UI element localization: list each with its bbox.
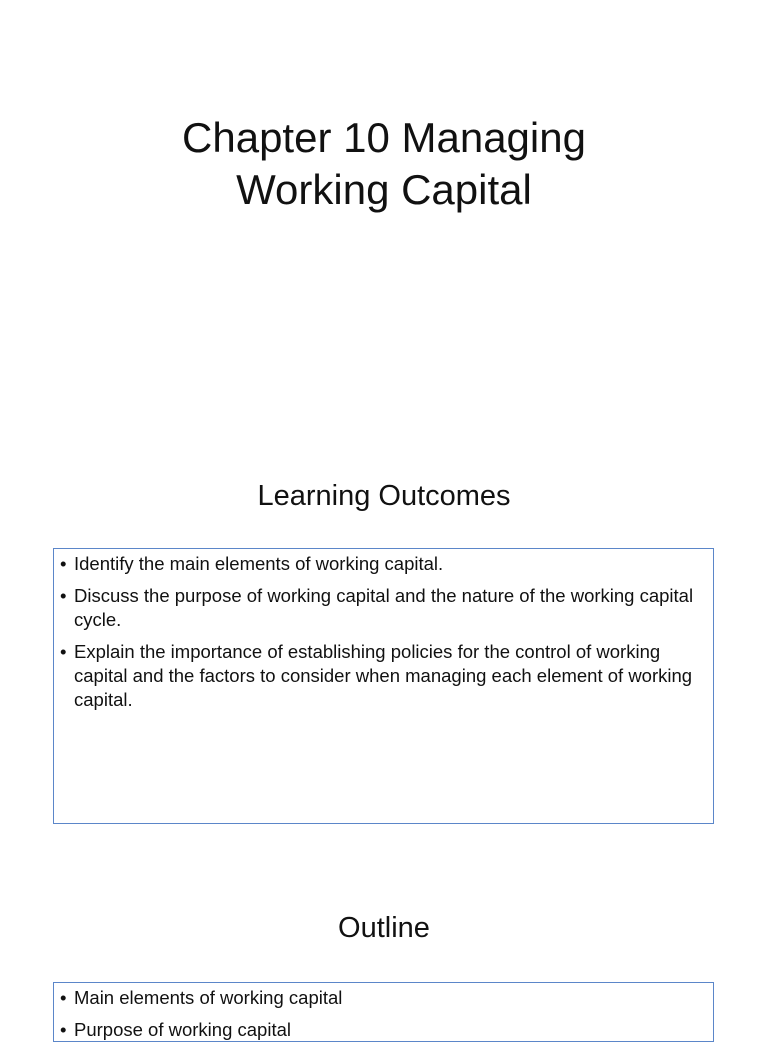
bullet-icon: • <box>60 1019 67 1040</box>
slide-title <box>0 112 768 216</box>
bullet-icon: • <box>60 553 67 574</box>
bullet-icon: • <box>60 641 67 662</box>
slide-title-line-1: Chapter 10 Managing <box>182 114 586 161</box>
outline-list <box>60 986 701 1042</box>
outline-item <box>60 986 701 1010</box>
learning-outcome-item <box>60 552 701 576</box>
outline-text: Purpose of working capital <box>74 1019 291 1040</box>
slide-title-line-2: Working Capital <box>236 166 532 213</box>
learning-outcomes-heading: Learning Outcomes <box>257 480 511 512</box>
learning-outcome-text: Identify the main elements of working capital. <box>74 553 444 574</box>
learning-outcome-item <box>60 584 701 632</box>
learning-outcome-item <box>60 640 701 712</box>
outline-heading: Outline <box>338 912 430 944</box>
learning-outcomes-box <box>53 548 714 824</box>
learning-outcome-text: Explain the importance of establishing policies for the control of working capital and the factors to consider when managing each element of working capital. <box>74 641 693 710</box>
outline-item <box>60 1018 701 1042</box>
learning-outcomes-list <box>60 552 701 712</box>
learning-outcome-text: Discuss the purpose of working capital and the nature of the working capital cycle. <box>74 585 694 630</box>
bullet-icon: • <box>60 987 67 1008</box>
bullet-icon: • <box>60 585 67 606</box>
outline-box <box>53 982 714 1042</box>
outline-text: Main elements of working capital <box>74 987 343 1008</box>
